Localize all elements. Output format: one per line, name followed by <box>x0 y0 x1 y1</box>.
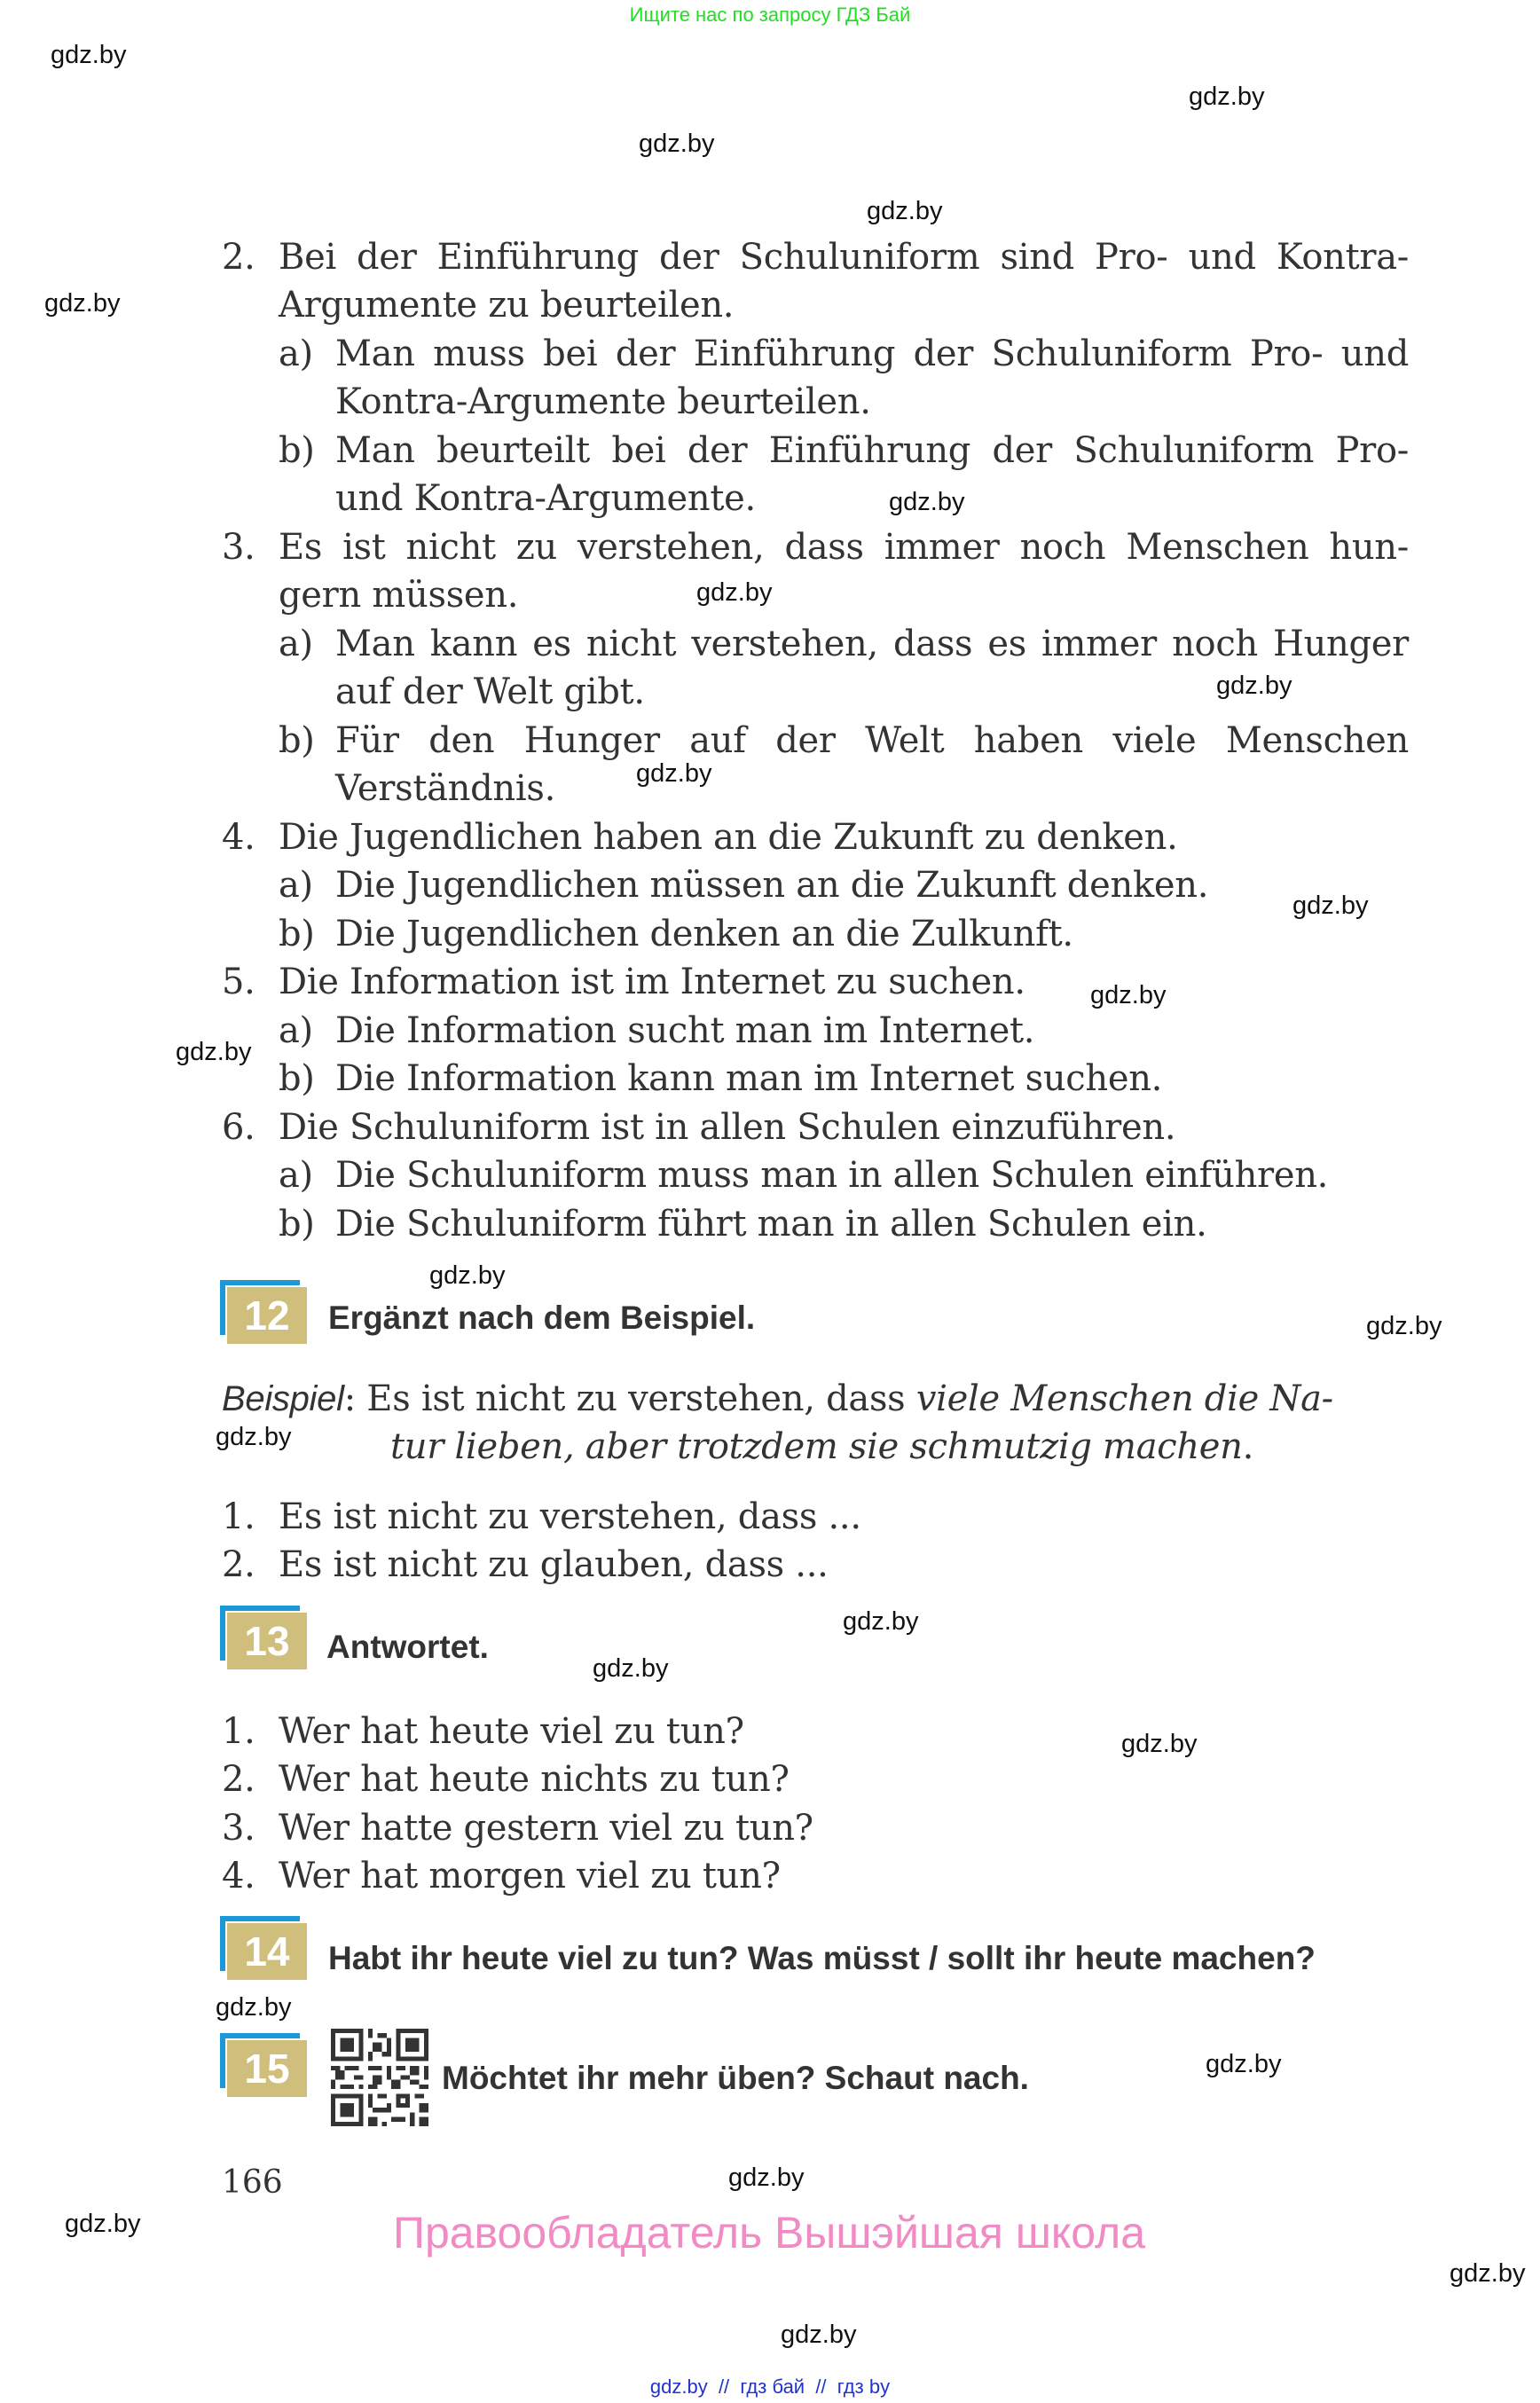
exercise-title: Ergänzt nach dem Beispiel. <box>328 1300 756 1336</box>
watermark: gdz.by <box>1366 1312 1442 1340</box>
exercise-number-badge: 14 <box>220 1916 309 1980</box>
watermark: gdz.by <box>51 41 127 69</box>
copyright-notice: Правообладатель Вышэйшая школа <box>393 2208 1145 2258</box>
watermark: gdz.by <box>639 130 715 158</box>
watermark: gdz.by <box>593 1654 669 1683</box>
watermark: gdz.by <box>216 1993 292 2022</box>
watermark: gdz.by <box>1206 2050 1282 2078</box>
watermark: gdz.by <box>1292 891 1369 920</box>
watermark: gdz.by <box>867 197 943 225</box>
watermark: gdz.by <box>636 759 712 788</box>
example-line: Beispiel: Es ist nicht zu verstehen, dass viele Menschen die Na- <box>222 1378 1333 1419</box>
watermark: gdz.by <box>216 1423 292 1451</box>
watermark: gdz.by <box>781 2321 857 2349</box>
qr-code-icon[interactable] <box>331 2026 428 2129</box>
watermark: gdz.by <box>843 1607 919 1636</box>
exercise-number-badge: 12 <box>220 1280 309 1344</box>
footer-links[interactable]: gdz.by // гдз бай // гдз by <box>649 2376 891 2398</box>
watermark: gdz.by <box>176 1038 252 1066</box>
watermark: gdz.by <box>1450 2259 1526 2288</box>
example-line-continuation: tur lieben, aber trotzdem sie schmutzig machen. <box>390 1426 1254 1467</box>
exercise-title: Habt ihr heute viel zu tun? Was müsst / sollt ihr heute machen? <box>328 1940 1316 1976</box>
watermark: gdz.by <box>889 488 965 516</box>
watermark: gdz.by <box>44 289 121 318</box>
watermark: gdz.by <box>1189 82 1265 111</box>
watermark: gdz.by <box>728 2163 805 2192</box>
watermark: gdz.by <box>1121 1730 1198 1758</box>
page-number: 166 <box>222 2164 283 2201</box>
watermark: gdz.by <box>696 578 773 607</box>
exercise-title: Möchtet ihr mehr üben? Schaut nach. <box>442 2060 1029 2096</box>
search-banner: Ищите нас по запросу ГДЗ Бай <box>629 4 911 26</box>
exercise-title: Antwortet. <box>326 1629 489 1665</box>
watermark: gdz.by <box>65 2210 141 2238</box>
exercise-number-badge: 15 <box>220 2033 309 2097</box>
exercise-number-badge: 13 <box>220 1606 309 1669</box>
watermark: gdz.by <box>1090 981 1167 1009</box>
watermark: gdz.by <box>1216 671 1292 700</box>
watermark: gdz.by <box>429 1261 506 1290</box>
